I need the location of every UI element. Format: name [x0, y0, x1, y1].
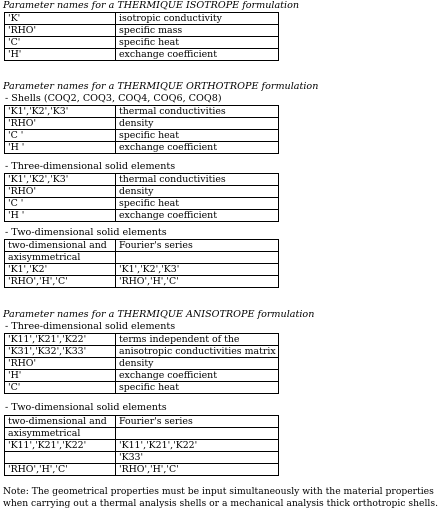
parameter-name-cell: 'H' [5, 370, 116, 382]
table-row [5, 130, 279, 142]
parameter-description-cell: anisotropic conductivities matrix [116, 346, 279, 358]
parameter-description-cell: 'RHO','H','C' [116, 464, 279, 476]
iso-table-body [5, 13, 279, 61]
parameter-name-cell: 'RHO','H','C' [5, 276, 116, 288]
ortho-solid2d-table [4, 239, 279, 288]
table-row [5, 118, 279, 130]
table-row [5, 346, 279, 358]
aniso-solid2d-table [4, 415, 279, 476]
parameter-name-cell: 'K11','K21','K22' [5, 440, 116, 452]
table-row [5, 174, 279, 186]
table-row [5, 49, 279, 61]
parameter-description-cell: density [116, 358, 279, 370]
table-row [5, 452, 279, 464]
table-row [5, 37, 279, 49]
parameter-description-cell: 'K11','K21','K22' [116, 440, 279, 452]
table-row [5, 106, 279, 118]
table-row [5, 464, 279, 476]
parameter-description-cell: exchange coefficient [116, 142, 279, 154]
parameter-description-cell: Fourier's series [116, 416, 279, 428]
parameter-name-cell: 'RHO' [5, 186, 116, 198]
parameter-description-cell: specific heat [116, 198, 279, 210]
parameter-name-cell: 'K1','K2' [5, 264, 116, 276]
table-row [5, 440, 279, 452]
parameter-description-cell: Fourier's series [116, 240, 279, 252]
aniso-solid3d-label: - Three-dimensional solid elements [5, 321, 176, 332]
ortho-solid3d-table-body [5, 174, 279, 222]
parameter-description-cell: 'K33' [116, 452, 279, 464]
parameter-description-cell: terms independent of the [116, 334, 279, 346]
iso-heading: Parameter names for a THERMIQUE ISOTROPE formulation [3, 0, 300, 11]
parameter-name-cell: 'C' [5, 37, 116, 49]
parameter-description-cell: density [116, 118, 279, 130]
table-row [5, 13, 279, 25]
parameter-description-cell: exchange coefficient [116, 49, 279, 61]
parameter-name-cell: 'K31','K32','K33' [5, 346, 116, 358]
aniso-solid2d-table-body [5, 416, 279, 476]
table-row [5, 264, 279, 276]
table-row [5, 428, 279, 440]
table-row [5, 416, 279, 428]
parameter-name-cell: two-dimensional and [5, 416, 116, 428]
ortho-heading: Parameter names for a THERMIQUE ORTHOTROPE formulation [3, 81, 319, 92]
parameter-description-cell: density [116, 186, 279, 198]
iso-table [4, 12, 279, 61]
table-row [5, 25, 279, 37]
parameter-name-cell: 'RHO' [5, 358, 116, 370]
note [3, 486, 448, 510]
table-row [5, 358, 279, 370]
ortho-solid2d-label: - Two-dimensional solid elements [5, 227, 167, 238]
parameter-description-cell: specific heat [116, 130, 279, 142]
table-row [5, 276, 279, 288]
aniso-solid3d-table-body [5, 334, 279, 394]
table-row [5, 142, 279, 154]
ortho-solid2d-table-body [5, 240, 279, 288]
parameter-description-cell [116, 252, 279, 264]
table-row [5, 240, 279, 252]
ortho-shells-table-body [5, 106, 279, 154]
table-row [5, 210, 279, 222]
parameter-description-cell: specific mass [116, 25, 279, 37]
table-row [5, 186, 279, 198]
table-row [5, 370, 279, 382]
parameter-name-cell: 'C' [5, 382, 116, 394]
parameter-description-cell: exchange coefficient [116, 370, 279, 382]
note-line-1: Note: The geometrical properties must be input simultaneously with the material properties [3, 486, 434, 497]
table-row [5, 382, 279, 394]
ortho-shells-label: - Shells (COQ2, COQ3, COQ4, COQ6, COQ8) [5, 93, 222, 104]
aniso-solid3d-table [4, 333, 279, 394]
parameter-name-cell: 'K11','K21','K22' [5, 334, 116, 346]
aniso-solid2d-label: - Two-dimensional solid elements [5, 402, 167, 413]
parameter-description-cell: specific heat [116, 37, 279, 49]
parameter-description-cell: specific heat [116, 382, 279, 394]
parameter-name-cell: 'H ' [5, 142, 116, 154]
parameter-name-cell: 'H' [5, 49, 116, 61]
parameter-description-cell: 'RHO','H','C' [116, 276, 279, 288]
parameter-description-cell: thermal conductivities [116, 174, 279, 186]
parameter-name-cell: 'RHO' [5, 118, 116, 130]
aniso-heading: Parameter names for a THERMIQUE ANISOTROPE formulation [3, 309, 315, 320]
parameter-name-cell: 'H ' [5, 210, 116, 222]
table-row [5, 198, 279, 210]
parameter-name-cell: two-dimensional and [5, 240, 116, 252]
parameter-name-cell: 'K1','K2','K3' [5, 174, 116, 186]
parameter-name-cell [5, 452, 116, 464]
parameter-description-cell: isotropic conductivity [116, 13, 279, 25]
table-row [5, 334, 279, 346]
parameter-name-cell: 'RHO' [5, 25, 116, 37]
parameter-name-cell: axisymmetrical [5, 252, 116, 264]
ortho-solid3d-label: - Three-dimensional solid elements [5, 161, 176, 172]
parameter-name-cell: 'RHO','H','C' [5, 464, 116, 476]
parameter-name-cell: 'K1','K2','K3' [5, 106, 116, 118]
parameter-description-cell: thermal conductivities [116, 106, 279, 118]
parameter-name-cell: 'C ' [5, 130, 116, 142]
ortho-shells-table [4, 105, 279, 154]
ortho-solid3d-table [4, 173, 279, 222]
parameter-name-cell: 'K' [5, 13, 116, 25]
parameter-description-cell [116, 428, 279, 440]
note-line-2: when carrying out a thermal analysis shells or a mechanical analysis thick orthotropic shells. [3, 498, 439, 509]
table-row [5, 252, 279, 264]
parameter-name-cell: 'C ' [5, 198, 116, 210]
parameter-description-cell: 'K1','K2','K3' [116, 264, 279, 276]
parameter-description-cell: exchange coefficient [116, 210, 279, 222]
parameter-name-cell: axisymmetrical [5, 428, 116, 440]
